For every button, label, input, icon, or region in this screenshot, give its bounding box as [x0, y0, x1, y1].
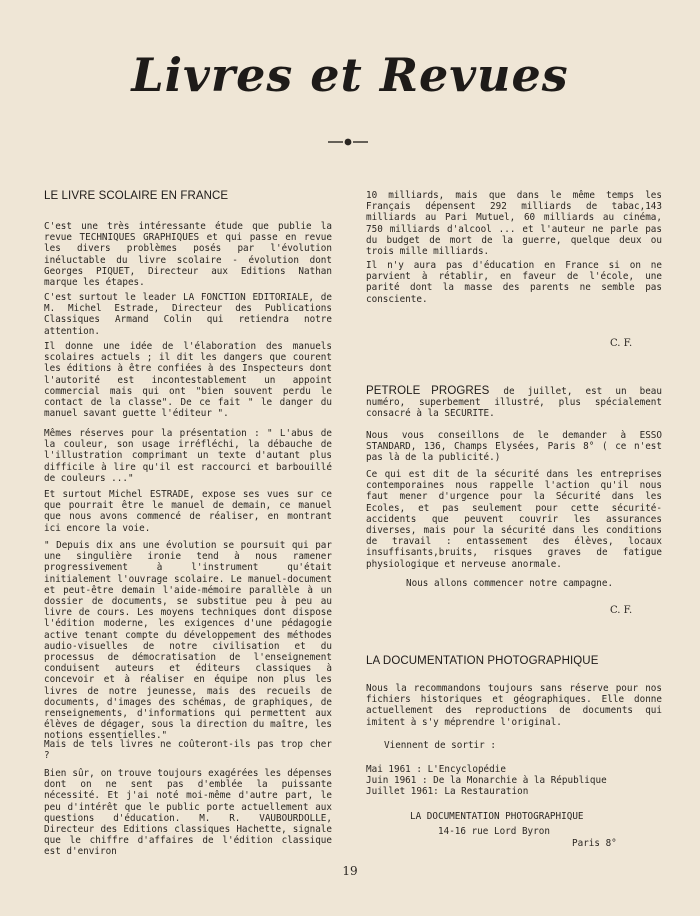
address-line: 14-16 rue Lord Byron	[438, 826, 550, 837]
paragraph: Et surtout Michel ESTRADE, expose ses vues sur ce que pourrait être le manuel de demain, ce manuel que nous avons commencé de réaliser, en montrant ici encore la voie.	[44, 489, 332, 534]
ornament-divider-icon	[328, 137, 368, 147]
paragraph: Nous vous conseillons de le demander à ESSO STANDARD, 136, Champs Elysées, Paris 8° ( ce n'est pas là de la publicité.)	[366, 430, 662, 464]
paragraph: Nous la recommandons toujours sans réserve pour nos fichiers historiques et géographiques. Elle donne actuellement des reproductions de documents qui imitent à s'y méprendre l'original.	[366, 683, 662, 728]
masthead-title: Livres et Revues	[131, 48, 569, 102]
address-line: LA DOCUMENTATION PHOTOGRAPHIQUE	[410, 811, 584, 822]
address-line: Paris 8°	[572, 838, 617, 849]
paragraph: Il donne une idée de l'élaboration des manuels scolaires actuels ; il dit les dangers que courent les éditions à être confiées à des Inspecteurs dont l'autorité est incontestablement un appoint commercial mais qui ont "bien souvent perdu le contact de la classe". De ce fait " le danger du manuel savant guette l'éditeur ".	[44, 341, 332, 420]
quotation-paragraph: " Depuis dix ans une évolution se poursuit qui par une singulière ironie tend à nous ramener progressivement à l'instrument qu'était initialement l'ouvrage scolaire. Le manuel-document et peut-être demain l'aide-mémoire parallèle à un dossier de documents, se substitue peu à peu au livre de cours. Les moyens techniques dont dispose l'édition moderne, les exigences d'une pédagogie active tenant compte du développement des méthodes audio-visuelles de notre civilisation et du processus de démocratisation de l'enseignement conduisent auteurs et éditeurs classiques à concevoir et à réaliser en équipe non plus les livres de notre jeunesse, mais des recueils de documents, d'images des schémas, de graphiques, de renseignements, d'informations qui permettent aux élèves de dégager, sous la direction du maître, les notions essentielles."	[44, 540, 332, 742]
list-item: Juillet 1961: La Restauration	[366, 786, 529, 797]
list-item: Mai 1961 : L'Encyclopédie	[366, 764, 506, 775]
petrole-progres-intro	[366, 386, 662, 420]
paragraph: de juillet, est un beau numéro, superbement illustré, plus spécialement consacré à la SECURITE.	[366, 386, 662, 420]
paragraph: C'est une très intéressante étude que publie la revue TECHNIQUES GRAPHIQUES et qui passe en revue les divers problèmes posés par l'évolution inéluctable du livre scolaire - évolution dont Georges PIQUET, Directeur aux Editions Nathan marque les étapes.	[44, 221, 332, 289]
paragraph: C'est surtout le leader LA FONCTION EDITORIALE, de M. Michel Estrade, Directeur des Publications Classiques Armand Colin qui retiendra notre attention.	[44, 292, 332, 337]
paragraph: Mêmes réserves pour la présentation : " L'abus de la couleur, son usage irréfléchi, la débauche de l'illustration comprimant un texte d'autant plus difficile à lire qu'il est raccourci et barbouillé de couleurs ..."	[44, 428, 332, 484]
paragraph: Ce qui est dit de la sécurité dans les entreprises contemporaines nous rappelle l'action qu'il nous faut mener d'urgence pour la Sécurité dans les Ecoles, et pas seulement pour cette sécurité-accidents que peuvent couvrir les assurances diverses, mais pour la sécurité dans les conditions de travail : entassement des élèves, locaux insuffisants,bruits, risques graves de fatigue physiologique et nerveuse anormale.	[366, 469, 662, 570]
page-number: 19	[342, 864, 358, 878]
article-heading-documentation-photographique: LA DOCUMENTATION PHOTOGRAPHIQUE	[366, 655, 599, 667]
signature-initials: C. F.	[610, 605, 633, 616]
list-item: Juin 1961 : De la Monarchie à la République	[366, 775, 607, 786]
paragraph: Viennent de sortir :	[384, 740, 496, 751]
article-heading-petrole-progres: PETROLE PROGRES	[366, 385, 490, 397]
paragraph: Il n'y aura pas d'éducation en France si on ne parvient à rétablir, en faveur de l'école, une parité dont la masse des parents ne semble pas consciente.	[366, 260, 662, 305]
paragraph: 10 milliards, mais que dans le même temps les Français dépensent 292 milliards de tabac,143 milliards au Pari Mutuel, 60 milliards au cinéma, 750 milliards d'alcool ... et l'auteur ne parle pas du budget de mort de la guerre, quelque deux ou trois mille milliards.	[366, 190, 662, 258]
paragraph: Nous allons commencer notre campagne.	[406, 578, 614, 589]
signature-initials: C. F.	[610, 338, 633, 349]
paragraph: Bien sûr, on trouve toujours exagérées les dépenses dont on ne sent pas d'emblée la puissante nécessité. Et j'ai noté moi-même d'autre part, le peu d'intérêt que le public porte actuellement aux questions d'éducation. M. R. VAUBOURDOLLE, Directeur des Editions classiques Hachette, signale que le chiffre d'affaires de l'édition classique est d'environ	[44, 768, 332, 858]
paragraph: Mais de tels livres ne coûteront-ils pas trop cher ?	[44, 739, 332, 762]
article-heading-livre-scolaire: LE LIVRE SCOLAIRE EN FRANCE	[44, 190, 229, 202]
